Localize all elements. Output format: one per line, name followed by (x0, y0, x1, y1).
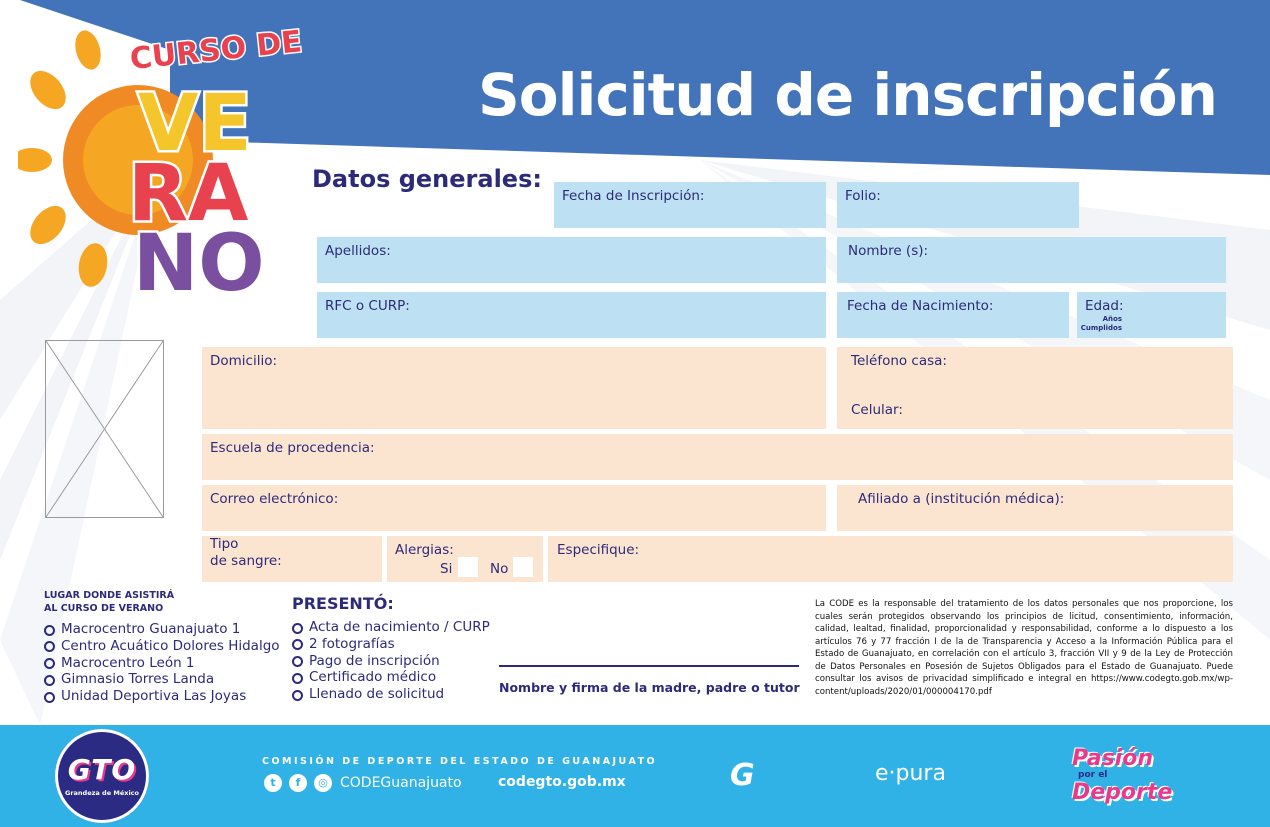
alergias-no-label: No (490, 561, 509, 577)
pasion-line-1: Pasión (1072, 746, 1153, 771)
photo-placeholder (45, 340, 164, 518)
fecha-nacimiento-label: Fecha de Nacimiento: (847, 298, 994, 314)
radio-circle-icon[interactable] (292, 673, 303, 684)
gto-logo (55, 729, 149, 823)
lugar-option[interactable] (44, 655, 280, 672)
twitter-icon[interactable]: t (264, 774, 282, 792)
facebook-icon[interactable]: f (289, 774, 307, 792)
nombre-label: Nombre (s): (848, 243, 929, 259)
presento-heading: PRESENTÓ: (292, 594, 394, 613)
lugar-heading (44, 589, 174, 615)
lugar-option[interactable] (44, 638, 280, 655)
lugar-option[interactable] (44, 671, 280, 688)
epura-logo: e·pura (875, 761, 946, 786)
escuela-field[interactable] (202, 434, 1233, 480)
tipo-sangre-label-2: de sangre: (210, 553, 282, 569)
gto-tagline: Grandeza de México (65, 789, 139, 797)
website-link[interactable]: codegto.gob.mx (498, 774, 626, 790)
instagram-icon[interactable]: ◎ (314, 774, 332, 792)
apellidos-field[interactable] (317, 237, 826, 283)
telefono-casa-label: Teléfono casa: (851, 353, 947, 369)
celular-label: Celular: (851, 402, 903, 418)
edad-note (1080, 315, 1122, 333)
correo-field[interactable] (202, 485, 826, 531)
lugar-heading-line-2: AL CURSO DE VERANO (44, 603, 164, 614)
section-title-datos-generales: Datos generales: (312, 165, 542, 193)
alergias-si-label: Si (440, 561, 453, 577)
lugar-options (44, 621, 280, 705)
privacy-notice: La CODE es la responsable del tratamiento de los datos personales que nos proporcione, los cuales serán protegidos observando los principios de licitud, consentimiento, información, calidad, lealtad, finalidad, proporcionalidad y responsabilidad, conforme a lo dispuesto a los artículos 76 y 77 fracción I de la de Transparencia y Acceso a la Información Pública para el Estado de Guanajuato, en correlación con el artículo 3, fracción VII y 9 de la Ley de Protección de Datos Personales en Posesión de Sujetos Obligados para el Estado de Guanajuato. Puede consultar los avisos de privacidad simplificado e integral en https://www.codegto.gob.mx/wp-content/uploads/2020/01/000004170.pdf (815, 599, 1233, 697)
tipo-sangre-field[interactable] (202, 536, 382, 582)
presento-option[interactable] (292, 636, 490, 653)
escuela-label: Escuela de procedencia: (210, 440, 375, 456)
curso-de-verano-logo (18, 20, 308, 305)
lugar-option-label: Gimnasio Torres Landa (61, 671, 215, 688)
lugar-option[interactable] (44, 688, 280, 705)
signature-line[interactable] (499, 665, 799, 667)
presento-option-label: Pago de inscripción (309, 652, 440, 669)
presento-option-label: Certificado médico (309, 669, 437, 686)
pasion-line-2: por el (1078, 770, 1108, 780)
especifique-field[interactable] (548, 536, 1233, 582)
lugar-option-label: Centro Acuático Dolores Hidalgo (61, 637, 280, 654)
presento-option-label: 2 fotografías (309, 635, 395, 652)
fecha-nacimiento-field[interactable] (837, 292, 1069, 338)
presento-options (292, 619, 490, 703)
logo-ve: VE (138, 79, 252, 169)
social-links (264, 774, 462, 792)
org-name: COMISIÓN DE DEPORTE DEL ESTADO DE GUANAJUATO (262, 756, 658, 767)
lugar-option-label: Macrocentro León 1 (61, 654, 195, 671)
gto-logo-text: GTO (67, 753, 137, 786)
g-brand-logo (728, 757, 760, 791)
edad-note-cumplidos: Cumplidos (1080, 324, 1122, 332)
domicilio-label: Domicilio: (210, 353, 278, 369)
folio-field[interactable] (837, 182, 1079, 228)
alergias-label: Alergias: (395, 542, 454, 558)
logo-curso-de: CURSO DE (128, 24, 304, 78)
tipo-sangre-label-1: Tipo (210, 536, 239, 552)
rfc-curp-label: RFC o CURP: (325, 298, 410, 314)
folio-label: Folio: (845, 188, 881, 204)
nombre-field[interactable] (837, 237, 1226, 283)
alergias-no-checkbox[interactable] (513, 557, 533, 577)
telefono-field[interactable] (837, 347, 1233, 429)
presento-option-label: Acta de nacimiento / CURP (309, 619, 490, 635)
lugar-option-label: Unidad Deportiva Las Joyas (61, 688, 247, 705)
domicilio-field[interactable] (202, 347, 826, 429)
radio-circle-icon[interactable] (44, 692, 55, 703)
g-brand-text: G (730, 758, 755, 791)
radio-circle-icon[interactable] (44, 625, 55, 636)
afiliado-label: Afiliado a (institución médica): (858, 491, 1065, 507)
apellidos-label: Apellidos: (325, 243, 391, 259)
fecha-inscripcion-field[interactable] (554, 182, 826, 228)
lugar-option-label: Macrocentro Guanajuato 1 (61, 621, 241, 637)
presento-option[interactable] (292, 653, 490, 670)
radio-circle-icon[interactable] (44, 675, 55, 686)
logo-ra: RA (128, 149, 249, 239)
radio-circle-icon[interactable] (292, 690, 303, 701)
presento-option[interactable] (292, 669, 490, 686)
radio-circle-icon[interactable] (44, 641, 55, 652)
pasion-line-3: Deporte (1072, 780, 1173, 805)
signature-label: Nombre y firma de la madre, padre o tutor (499, 680, 800, 695)
presento-option[interactable] (292, 686, 490, 703)
radio-circle-icon[interactable] (292, 639, 303, 650)
radio-circle-icon[interactable] (44, 658, 55, 669)
rfc-curp-field[interactable] (317, 292, 826, 338)
radio-circle-icon[interactable] (292, 623, 303, 634)
alergias-si-checkbox[interactable] (458, 557, 478, 577)
edad-note-anos: Años (1102, 315, 1122, 323)
pasion-por-el-deporte-logo (1068, 744, 1188, 814)
presento-option-label: Llenado de solicitud (309, 686, 445, 703)
photo-cross-icon (46, 341, 163, 517)
afiliado-field[interactable] (837, 485, 1233, 531)
edad-label: Edad: (1085, 298, 1124, 314)
radio-circle-icon[interactable] (292, 656, 303, 667)
fecha-inscripcion-label: Fecha de Inscripción: (562, 188, 705, 204)
page-title: Solicitud de inscripción (478, 61, 1217, 129)
correo-label: Correo electrónico: (210, 491, 339, 507)
especifique-label: Especifique: (557, 542, 640, 558)
lugar-option[interactable] (44, 621, 280, 638)
presento-option[interactable] (292, 619, 490, 636)
logo-no: NO (133, 219, 265, 305)
social-handle[interactable]: CODEGuanajuato (340, 775, 462, 791)
lugar-heading-line-1: LUGAR DONDE ASISTIRÁ (44, 590, 175, 601)
